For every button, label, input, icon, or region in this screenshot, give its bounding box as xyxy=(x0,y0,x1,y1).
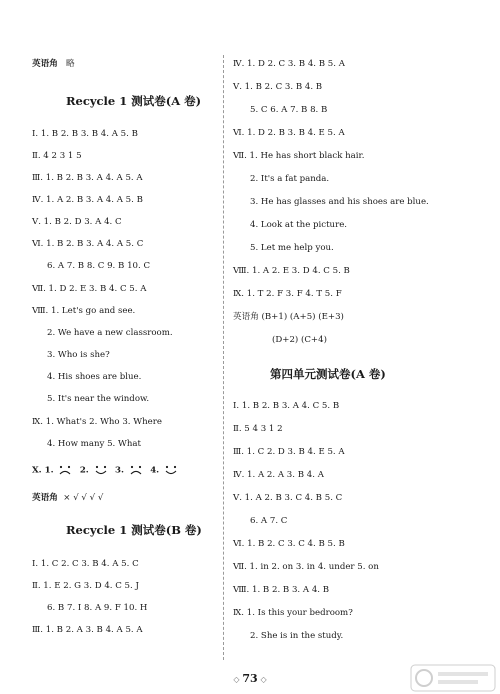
english-corner-heading: 英语角 略 xyxy=(32,59,75,69)
answer-line: Ⅸ. 1. Is this your bedroom? xyxy=(233,608,353,618)
sad-face-icon xyxy=(127,464,145,476)
answer-line: 4. Look at the picture. xyxy=(250,220,348,230)
section-title-recycle1-a: Recycle 1 测试卷(A 卷) xyxy=(66,94,202,108)
smile-face-icon xyxy=(92,464,110,476)
answer-line: Ⅵ. 1. D 2. B 3. B 4. E 5. A xyxy=(233,128,345,138)
answer-line: Ⅲ. 1. C 2. D 3. B 4. E 5. A xyxy=(233,447,345,457)
english-corner-checks: 英语角 × √ √ √ √ xyxy=(32,493,104,503)
answer-line: 6. B 7. I 8. A 9. F 10. H xyxy=(47,603,148,613)
answer-line: Ⅱ. 5 4 3 1 2 xyxy=(233,424,283,434)
answer-line: Ⅵ. 1. B 2. C 3. C 4. B 5. B xyxy=(233,539,345,549)
answer-line: Ⅶ. 1. He has short black hair. xyxy=(233,151,365,161)
answer-line: 4. How many 5. What xyxy=(47,439,141,449)
answer-line: Ⅵ. 1. B 2. B 3. A 4. A 5. C xyxy=(32,239,144,249)
sad-face-icon xyxy=(56,464,74,476)
answer-line: 5. C 6. A 7. B 8. B xyxy=(250,105,328,115)
answer-line: Ⅸ. 1. T 2. F 3. F 4. T 5. F xyxy=(233,289,342,299)
answer-line: Ⅷ. 1. B 2. B 3. A 4. B xyxy=(233,585,330,595)
english-corner-answers-cont: (D+2) (C+4) xyxy=(272,335,327,345)
answer-line: Ⅱ. 1. E 2. G 3. D 4. C 5. J xyxy=(32,581,139,591)
answer-line: Ⅲ. 1. B 2. B 3. A 4. A 5. A xyxy=(32,173,143,183)
answer-line: Ⅷ. 1. Let's go and see. xyxy=(32,306,136,316)
english-corner-answers: 英语角 (B+1) (A+5) (E+3) xyxy=(233,312,344,322)
answer-line: 6. A 7. C xyxy=(250,516,288,526)
answer-line: 6. A 7. B 8. C 9. B 10. C xyxy=(47,261,151,271)
faces-answer-row: Ⅹ. 1. 2. 3. 4. xyxy=(32,464,180,477)
answer-line: 2. It's a fat panda. xyxy=(250,174,330,184)
answer-line: Ⅰ. 1. C 2. C 3. B 4. A 5. C xyxy=(32,559,139,569)
watermark-logo-icon xyxy=(410,664,496,692)
answer-line: Ⅳ. 1. A 2. A 3. B 4. A xyxy=(233,470,324,480)
answer-line: Ⅱ. 4 2 3 1 5 xyxy=(32,151,82,161)
section-title-unit4-a: 第四单元测试卷(A 卷) xyxy=(270,367,386,381)
answer-line: Ⅴ. 1. B 2. C 3. B 4. B xyxy=(233,82,323,92)
smile-face-icon xyxy=(162,464,180,476)
page-number: ◇ 73 ◇ xyxy=(233,672,267,685)
answer-line: 2. We have a new classroom. xyxy=(47,328,173,338)
column-divider xyxy=(223,55,224,660)
section-title-recycle1-b: Recycle 1 测试卷(B 卷) xyxy=(66,523,202,537)
answer-line: Ⅴ. 1. A 2. B 3. C 4. B 5. C xyxy=(233,493,343,503)
answer-line: Ⅷ. 1. A 2. E 3. D 4. C 5. B xyxy=(233,266,350,276)
answer-line: Ⅴ. 1. B 2. D 3. A 4. C xyxy=(32,217,122,227)
answer-line: Ⅳ. 1. A 2. B 3. A 4. A 5. B xyxy=(32,195,143,205)
answer-line: Ⅸ. 1. What's 2. Who 3. Where xyxy=(32,417,162,427)
answer-line: Ⅲ. 1. B 2. A 3. B 4. A 5. A xyxy=(32,625,143,635)
answer-line: Ⅰ. 1. B 2. B 3. B 4. A 5. B xyxy=(32,129,138,139)
answer-line: 3. Who is she? xyxy=(47,350,110,360)
answer-line: 4. His shoes are blue. xyxy=(47,372,142,382)
answer-line: 5. It's near the window. xyxy=(47,394,150,404)
answer-line: 5. Let me help you. xyxy=(250,243,334,253)
answer-line: Ⅳ. 1. D 2. C 3. B 4. B 5. A xyxy=(233,59,345,69)
answer-line: Ⅶ. 1. D 2. E 3. B 4. C 5. A xyxy=(32,284,147,294)
answer-line: Ⅰ. 1. B 2. B 3. A 4. C 5. B xyxy=(233,401,340,411)
answer-line: 2. She is in the study. xyxy=(250,631,344,641)
answer-line: Ⅶ. 1. in 2. on 3. in 4. under 5. on xyxy=(233,562,379,572)
answer-line: 3. He has glasses and his shoes are blue. xyxy=(250,197,429,207)
